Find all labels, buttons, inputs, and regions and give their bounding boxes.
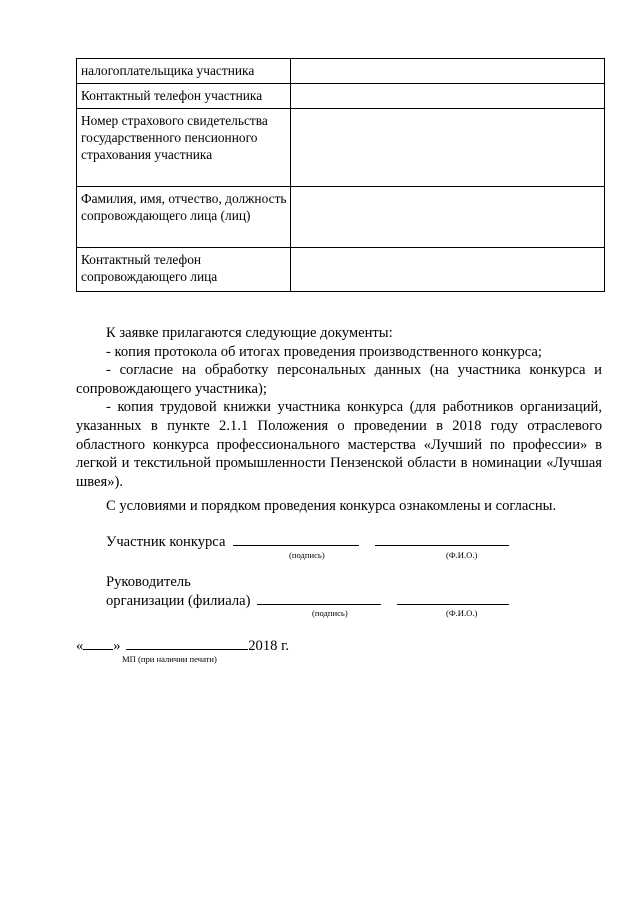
participant-signature-line (106, 532, 509, 551)
table-row (77, 59, 605, 84)
head-label: организации (филиала) (106, 593, 251, 609)
table-row (77, 109, 605, 187)
table-row (77, 187, 605, 248)
row-value-participant-phone (291, 84, 605, 109)
table-row (77, 84, 605, 109)
participant-signature-caption: (подпись) (289, 550, 325, 560)
participant-signature-blank (233, 532, 359, 546)
head-name-blank (397, 591, 509, 605)
row-label-pension-insurance: Номер страхового свидетельства государственного пенсионного страхования участника (77, 109, 291, 187)
head-signature-blank (257, 591, 381, 605)
agreement-statement: С условиями и порядком проведения конкурса ознакомлены и согласны. (106, 498, 557, 514)
document-item: - копия трудовой книжки участника конкурса (для работников организаций, указанных в пункте 2.1.1 Положения о проведении в 2018 году отраслевого областного конкурса профессионального мастерства «Лучший по профессии» в легкой и текстильной промышленности Пензенской области в номинации «Лучшая швея»). (76, 399, 602, 490)
head-label-line1: Руководитель (106, 574, 191, 590)
date-close-quote: » (113, 638, 121, 654)
table-row (77, 248, 605, 292)
date-line (76, 636, 289, 655)
row-value-pension-insurance (291, 109, 605, 187)
date-open-quote: « (76, 638, 84, 654)
participant-label: Участник конкурса (106, 534, 226, 550)
document-item: - копия протокола об итогах проведения производственного конкурса; (106, 343, 542, 360)
row-label-accompanying-phone: Контактный телефон сопровождающего лица (77, 248, 291, 292)
row-label-taxpayer: налогоплательщика участника (77, 59, 291, 84)
document-item: - согласие на обработку персональных данных (на участника конкурса и сопровождающего участника); (76, 362, 602, 397)
row-value-accompanying-person (291, 187, 605, 248)
date-day-blank (83, 636, 113, 650)
stamp-caption: МП (при наличии печати) (122, 654, 217, 664)
row-value-accompanying-phone (291, 248, 605, 292)
participant-name-caption: (Ф.И.О.) (446, 550, 478, 560)
attached-documents-section (76, 324, 602, 491)
participant-name-blank (375, 532, 509, 546)
participant-info-table (76, 58, 605, 292)
row-label-participant-phone: Контактный телефон участника (77, 84, 291, 109)
head-name-caption: (Ф.И.О.) (446, 608, 478, 618)
documents-intro: К заявке прилагаются следующие документы: (106, 325, 393, 341)
head-signature-caption: (подпись) (312, 608, 348, 618)
date-month-blank (126, 636, 248, 650)
agreement-section (76, 497, 602, 516)
date-year: 2018 г. (248, 638, 290, 654)
row-label-accompanying-person: Фамилия, имя, отчество, должность сопровождающего лица (лиц) (77, 187, 291, 248)
row-value-taxpayer (291, 59, 605, 84)
